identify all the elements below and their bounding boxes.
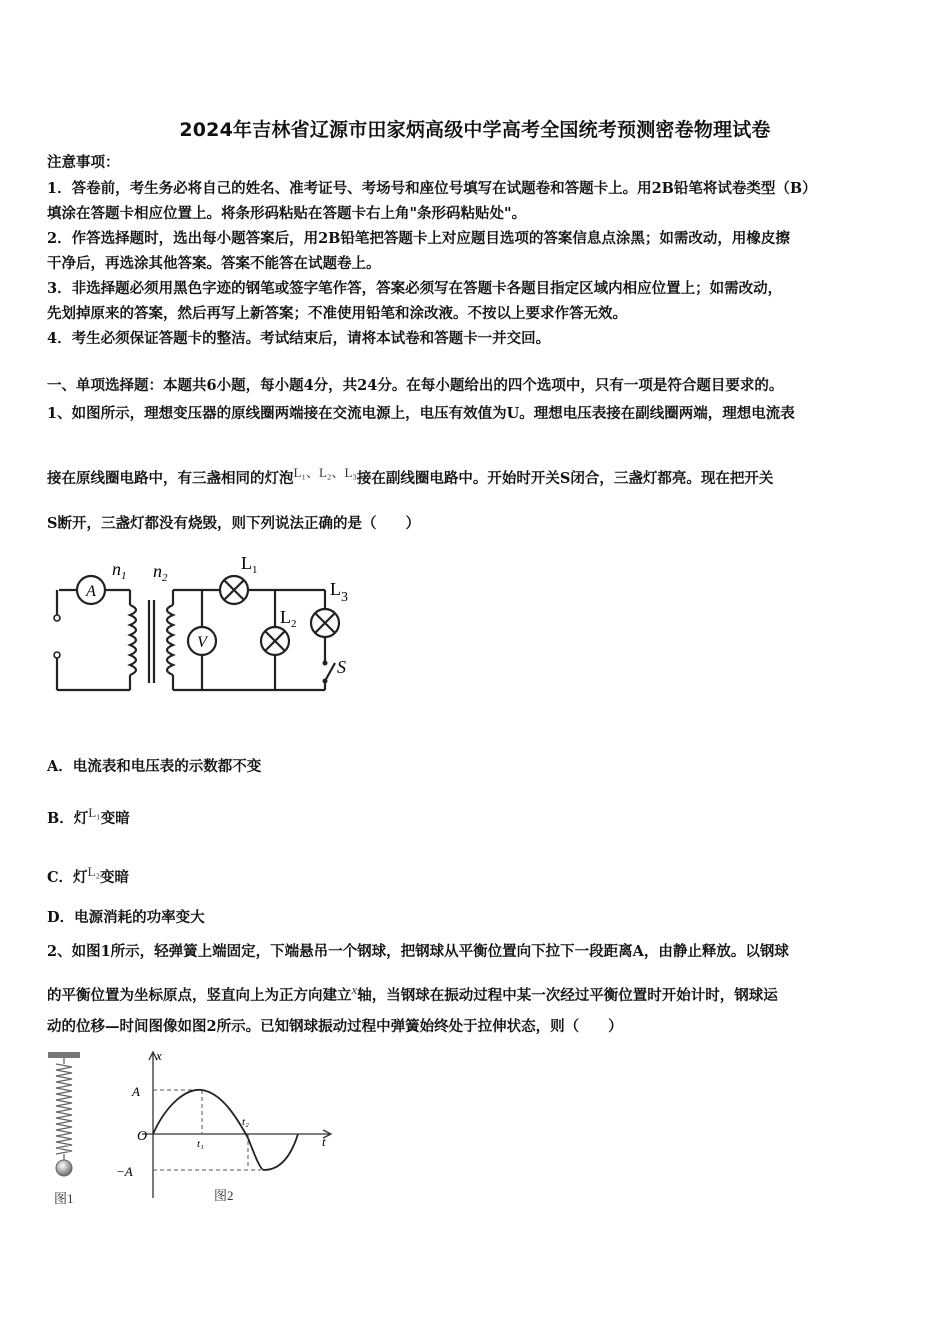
notice-line-3: 2．作答选择题时，选出每小题答案后，用2B铅笔把答题卡上对应题目选项的答案信息点涂黑；如需改动，用橡皮擦 bbox=[47, 230, 790, 247]
ammeter-label: A bbox=[86, 583, 96, 600]
label-l2: $L_2$ bbox=[280, 607, 297, 630]
notice-line-6: 先划掉原来的答案，然后再写上新答案；不准使用铅笔和涂改液。不按以上要求作答无效。 bbox=[47, 305, 627, 322]
q1-option-a: A．电流表和电压表的示数都不变 bbox=[47, 758, 262, 775]
amp-neg-label: −A bbox=[116, 1164, 133, 1179]
q2-line-3: 动的位移—时间图像如图2所示。已知钢球振动过程中弹簧始终处于拉伸状态，则（ ） bbox=[47, 1018, 623, 1035]
circuit-figure bbox=[45, 555, 365, 700]
q1-option-c-pre: C．灯 bbox=[47, 868, 88, 886]
origin-label: O bbox=[137, 1129, 148, 1144]
q1-option-c bbox=[47, 862, 129, 888]
label-n1: $n_1$ bbox=[112, 559, 127, 582]
q1-option-b-symbol: L₁ bbox=[88, 805, 101, 820]
x-axis-label: x bbox=[156, 1048, 162, 1063]
page-title: 2024年吉林省辽源市田家炳高级中学高考全国统考预测密卷物理试卷 bbox=[179, 119, 771, 141]
bulb-l2 bbox=[261, 627, 289, 655]
q1-option-b bbox=[47, 803, 130, 829]
t2-label: t₂ bbox=[242, 1116, 249, 1128]
q1-line-2-post: 接在副线圈电路中。开始时开关S闭合，三盏灯都亮。现在把开关 bbox=[356, 469, 774, 487]
notice-line-5: 3．非选择题必须用黑色字迹的钢笔或签字笔作答，答案必须写在答题卡各题目指定区域内相应位置上；如需改动， bbox=[47, 280, 783, 297]
notice-line-1: 1．答卷前，考生务必将自己的姓名、准考证号、考场号和座位号填写在试题卷和答题卡上。用2B铅笔将试卷类型（B） bbox=[47, 180, 817, 197]
notice-line-7: 4．考生必须保证答题卡的整洁。考试结束后，请将本试卷和答题卡一并交回。 bbox=[47, 330, 551, 347]
q1-option-b-post: 变暗 bbox=[100, 809, 130, 827]
notice-line-2: 填涂在答题卡相应位置上。将条形码粘贴在答题卡右上角"条形码粘贴处"。 bbox=[47, 205, 527, 222]
q1-line-2 bbox=[47, 463, 773, 489]
q1-line-3: S断开，三盏灯都没有烧毁，则下列说法正确的是（ ） bbox=[47, 515, 420, 532]
q1-line-2-pre: 接在原线圈电路中，有三盏相同的灯泡 bbox=[47, 469, 294, 487]
section-heading: 一、单项选择题：本题共6小题，每小题4分，共24分。在每小题给出的四个选项中，只有一项是符合题目要求的。 bbox=[47, 377, 784, 394]
notice-heading: 注意事项： bbox=[47, 154, 120, 171]
q2-line-1: 2、如图1所示，轻弹簧上端固定，下端悬吊一个钢球，把钢球从平衡位置向下拉下一段距离A，由静止释放。以钢球 bbox=[47, 943, 789, 960]
fig2-caption: 图2 bbox=[214, 1188, 234, 1203]
t1-label: t₁ bbox=[197, 1138, 204, 1150]
steel-ball bbox=[56, 1160, 72, 1176]
q1-bulb-symbols: L₁、L₂、L₃ bbox=[293, 465, 357, 480]
xt-graph bbox=[112, 1048, 342, 1208]
sine-curve bbox=[153, 1090, 298, 1170]
spring-figure bbox=[40, 1050, 100, 1210]
t-axis-label: t bbox=[322, 1134, 326, 1149]
q1-option-c-symbol: L₂ bbox=[87, 864, 101, 879]
q2-x-symbol: x bbox=[351, 982, 358, 997]
label-l3: $L_3$ bbox=[330, 579, 348, 605]
label-l1: $L_1$ bbox=[241, 553, 258, 576]
fig1-caption: 图1 bbox=[54, 1191, 74, 1206]
q2-line-2 bbox=[47, 980, 778, 1006]
q2-line-2-pre: 的平衡位置为坐标原点，竖直向上为正方向建立 bbox=[47, 986, 352, 1004]
bulb-l1 bbox=[220, 576, 248, 604]
q2-line-2-post: 轴，当钢球在振动过程中某一次经过平衡位置时开始计时，钢球运 bbox=[357, 986, 778, 1004]
notice-line-4: 干净后，再选涂其他答案。答案不能答在试题卷上。 bbox=[47, 255, 381, 272]
label-switch: S bbox=[337, 657, 346, 677]
bulb-l3 bbox=[311, 609, 339, 637]
q1-option-d: D．电源消耗的功率变大 bbox=[47, 909, 205, 926]
q1-option-b-pre: B．灯 bbox=[47, 809, 89, 827]
label-n2: $n_2$ bbox=[153, 561, 168, 584]
q1-option-c-post: 变暗 bbox=[100, 868, 130, 886]
voltmeter-label: V bbox=[197, 634, 207, 651]
q1-line-1: 1、如图所示，理想变压器的原线圈两端接在交流电源上，电压有效值为U。理想电压表接在副线圈两端，理想电流表 bbox=[47, 405, 795, 422]
amp-pos-label: A bbox=[132, 1084, 140, 1099]
